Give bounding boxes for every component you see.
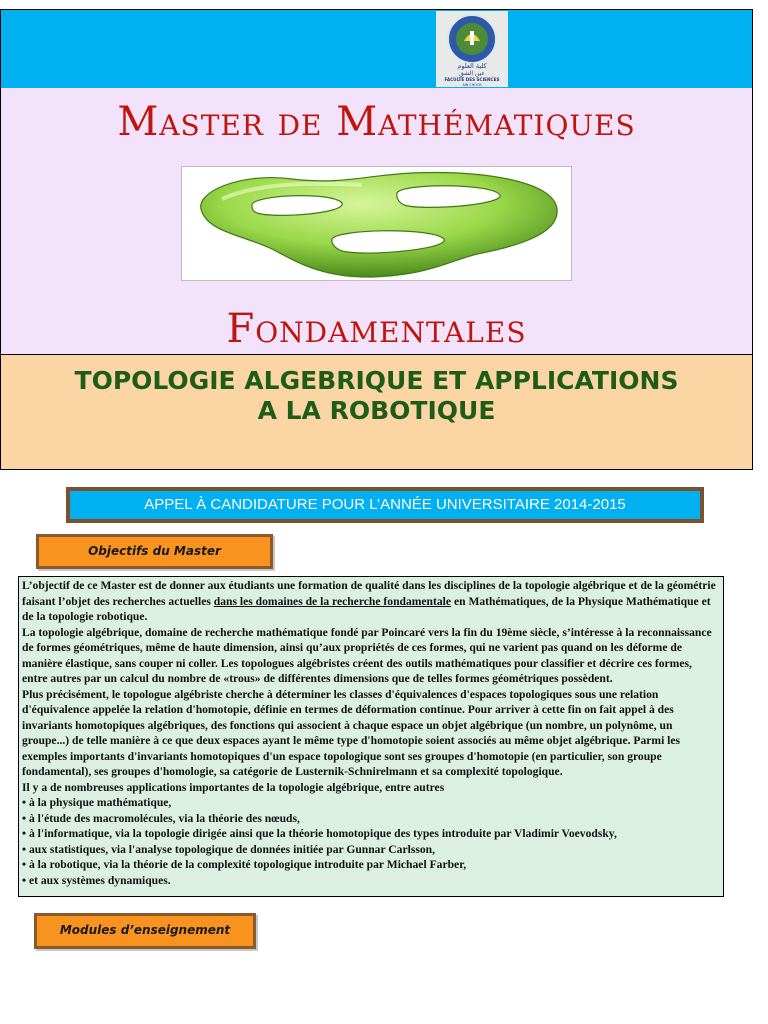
paragraph-1 (22, 578, 720, 625)
paragraph-3: Plus précisément, le topologue algébriste cherche à déterminer les classes d'équivalences d'espaces topologiques sous une relation d'équivalence appelée la relation d'homotopie, définie en termes de déformation continue. Pour arriver à cette fin on fait appel à des invariants homotopiques algébriques, des fonctions qui associent à chaque espace un objet algébrique (un nombre, un polynôme, un groupe...) de telle manière à ce que deux espaces ayant le même type d'homotopie soient associés au même objet algébrique. Parmi les exemples importants d'invariants homotopiques d'un espace topologique sont ses groupes d'homotopie (en particulier, son groupe fondamental), ses groupes d'homologie, sa catégorie de Lusternik-Schnirelmann et sa complexité topologique. (22, 687, 681, 778)
logo-latin-line: FACULTÉ DES SCIENCES (444, 77, 500, 82)
university-seal-icon (436, 11, 508, 87)
paragraph-1-start: L’objectif de ce Master est de donner aux étudiants une formation de qualité dans les disciplines de la topologie algébrique et de la géométrie faisant l’objet des recherches actuelles (22, 579, 716, 608)
logo-arabic-line1: كلية العلوم (457, 62, 487, 70)
page-title: Master de Mathématiques (117, 99, 636, 145)
modules-section-label: Modules d’enseignement (34, 913, 256, 949)
logo-latin-small: AIN CHOCK (462, 83, 482, 87)
list-item: • et aux systèmes dynamiques. (22, 873, 171, 887)
paragraph-2: La topologie algébrique, domaine de recherche mathématique fondé par Poincaré vers la fin du 19ème siècle, s’intéresse à la reconnaissance de formes géométriques, même de haute dimension, ainsi qu’aux propriétés de ces formes, qui ne varient pas quand on les déforme de manière élastique, sans couper ni coller. Les topologues algébristes créent des outils mathématiques pour classifier et décrire ces formes, entre autres par un calcul du nombre de «trous» de différentes dimensions que de telles formes géométriques possèdent. (22, 625, 712, 685)
list-item: • à la physique mathématique, (22, 796, 172, 809)
genus-3-surface-image (181, 166, 572, 281)
objectifs-content (18, 576, 724, 897)
objectifs-section-label: Objectifs du Master (36, 534, 273, 569)
list-item: • à l'informatique, via la topologie dirigée ainsi que la théorie homotopique des types introduite par Vladimir Voevodsky, (22, 827, 617, 840)
subtitle-line1: TOPOLOGIE ALGEBRIQUE ET APPLICATIONS (74, 366, 679, 395)
logo-arabic-line2: عين الشق (459, 70, 485, 77)
list-item: • aux statistiques, via l'analyse topologique de données initiée par Gunnar Carlsson, (22, 842, 436, 856)
paragraph-4: Il y a de nombreuses applications importantes de la topologie algébrique, entre autres (22, 780, 445, 794)
list-item: • à l'étude des macromolécules, via la théorie des nœuds, (22, 811, 300, 825)
paragraph-1-end: en Mathématiques, de la Physique Mathématique et de la topologie robotique. (22, 594, 711, 623)
underlined-phrase: dans les domaines de la recherche fondamentale (213, 594, 452, 608)
list-item: • à la robotique, via la théorie de la complexité topologique introduite par Michael Farber, (22, 858, 467, 871)
page-title-line2: Fondamentales (226, 306, 527, 352)
subtitle-line2: A LA ROBOTIQUE (257, 396, 496, 425)
program-subtitle (0, 366, 753, 426)
call-for-applications-banner: APPEL À CANDIDATURE POUR L’ANNÉE UNIVERSITAIRE 2014-2015 (66, 487, 704, 523)
header-top-band (0, 9, 753, 89)
